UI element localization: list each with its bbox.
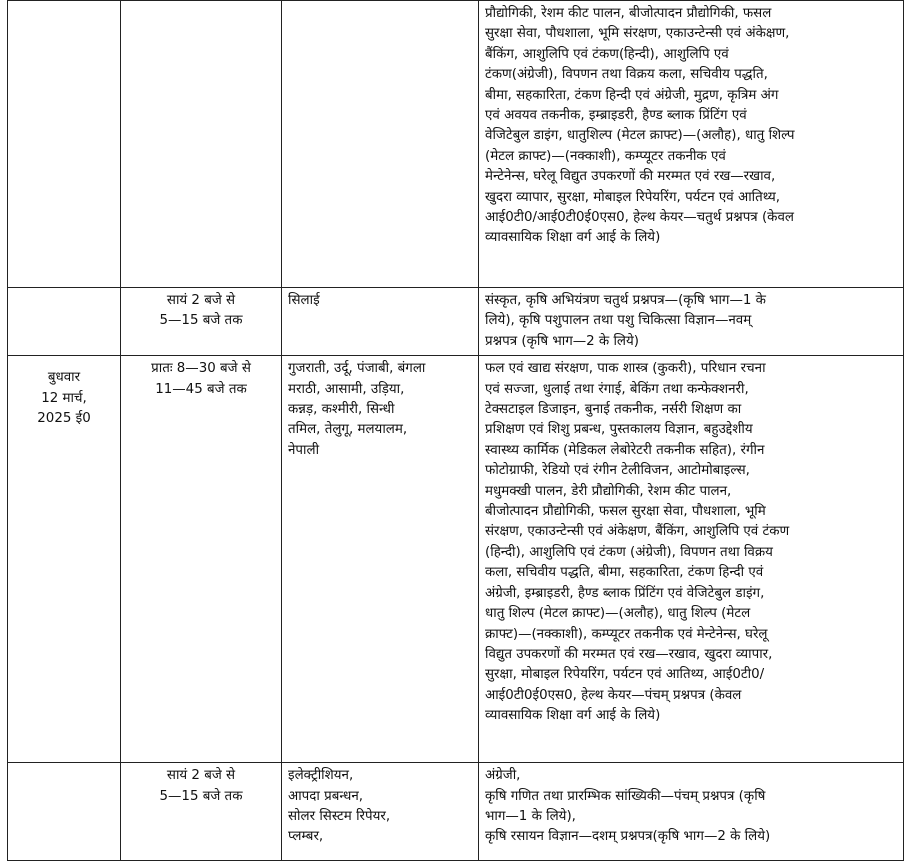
subject-detail-line: बीमा, सहकारिता, टंकण हिन्दी एवं अंग्रेजी, मुद्रण, कृत्रिम अंग bbox=[485, 87, 779, 103]
subject-detail-line: स्वास्थ्य कार्मिक (मेडिकल लेबोरेटरी तकनीक सहित), रंगीन bbox=[485, 442, 765, 458]
day-cell bbox=[8, 288, 121, 356]
day-line: 12 मार्च, bbox=[41, 390, 87, 406]
subject-detail-line: कृषि रसायन विज्ञान—दशम् प्रश्नपत्र(कृषि भाग—2 के लिये) bbox=[485, 829, 771, 845]
schedule-body bbox=[8, 1, 904, 861]
subject-detail-line: टंकण(अंग्रेजी), विपणन तथा विक्रय कला, सचिवीय पद्धति, bbox=[485, 67, 768, 83]
subject-detail-line: फोटोग्राफी, रेडियो एवं रंगीन टेलीविजन, आटोमोबाइल्स, bbox=[485, 463, 750, 479]
time-cell bbox=[121, 356, 282, 763]
subject-list-line: तमिल, तेलुगू, मलयालम, bbox=[288, 422, 408, 438]
subject-detail-line: एवं सज्जा, धुलाई तथा रंगाई, बेकिंग तथा कन्फेक्शनरी, bbox=[485, 381, 749, 397]
subject-detail-line: कला, सचिवीय पद्धति, बीमा, सहकारिता, टंकण हिन्दी एवं bbox=[485, 565, 764, 581]
subject-detail-line: प्रौद्योगिकी, रेशम कीट पालन, बीजोत्पादन प्रौद्योगिकी, फसल bbox=[485, 6, 772, 21]
subject-list-line: आपदा प्रबन्धन, bbox=[288, 788, 364, 804]
subject-detail-line: खुदरा व्यापार, सुरक्षा, मोबाइल रिपेयरिंग, पर्यटन एवं आतिथ्य, bbox=[485, 189, 780, 205]
time-line: 5—15 बजे तक bbox=[159, 788, 243, 804]
time-cell bbox=[121, 1, 282, 288]
subject-detail-line: भाग—1 के लिये), bbox=[485, 809, 576, 825]
subject-detail-line: एवं अवयव तकनीक, इम्ब्राइडरी, हैण्ड ब्लाक प्रिंटिंग एवं bbox=[485, 108, 747, 124]
subject-detail-line: वेजिटेबुल डाइंग, धातुशिल्प (मेटल क्राफ्ट)—(अलौह), धातु शिल्प bbox=[485, 128, 795, 144]
subject-list-cell bbox=[282, 763, 479, 861]
subject-detail-line: व्यावसायिक शिक्षा वर्ग आई के लिये) bbox=[485, 230, 661, 246]
schedule-row bbox=[8, 356, 904, 763]
schedule-row bbox=[8, 288, 904, 356]
subject-detail-line: टेक्सटाइल डिजाइन, बुनाई तकनीक, नर्सरी शिक्षण का bbox=[485, 402, 742, 418]
subject-detail-line: व्यावसायिक शिक्षा वर्ग आई के लिये) bbox=[485, 708, 661, 724]
schedule-row bbox=[8, 763, 904, 861]
subject-list-line: प्लम्बर, bbox=[288, 829, 324, 845]
subject-detail-line: धातु शिल्प (मेटल क्राफ्ट)—(अलौह), धातु शिल्प (मेटल bbox=[485, 606, 751, 622]
subject-detail-cell bbox=[479, 356, 904, 763]
subject-list-line: मराठी, आसामी, उड़िया, bbox=[288, 381, 405, 397]
time-cell bbox=[121, 288, 282, 356]
subject-detail-line: आई0टी0ई0एस0, हेल्थ केयर—पंचम् प्रश्नपत्र (केवल bbox=[485, 687, 742, 703]
day-cell bbox=[8, 356, 121, 763]
day-cell bbox=[8, 763, 121, 861]
subject-detail-line: सुरक्षा, मोबाइल रिपेयरिंग, पर्यटन एवं आतिथ्य, आई0टी0/ bbox=[485, 667, 765, 683]
subject-detail-line: फल एवं खाद्य संरक्षण, पाक शास्त्र (कुकरी), परिधान रचना bbox=[485, 361, 766, 377]
subject-list-line: नेपाली bbox=[288, 442, 320, 458]
time-line: प्रातः 8—30 बजे से bbox=[151, 361, 251, 377]
subject-detail-line: (हिन्दी), आशुलिपि एवं टंकण (अंग्रेजी), विपणन तथा विक्रय bbox=[485, 544, 773, 560]
subject-detail-line: विद्युत उपकरणों की मरम्मत एवं रख—रखाव, खुदरा व्यापार, bbox=[485, 646, 773, 662]
subject-detail-line: लिये), कृषि पशुपालन तथा पशु चिकित्सा विज्ञान—नवम् bbox=[485, 313, 752, 329]
day-line: बुधवार bbox=[47, 370, 81, 386]
subject-list-cell bbox=[282, 288, 479, 356]
subject-list-line: इलेक्ट्रीशियन, bbox=[288, 768, 354, 784]
time-cell bbox=[121, 763, 282, 861]
subject-detail-line: (मेटल क्राफ्ट)—(नक्काशी), कम्प्यूटर तकनीक एवं bbox=[485, 148, 726, 164]
subject-detail-line: प्रश्नपत्र (कृषि भाग—2 के लिये) bbox=[485, 333, 639, 349]
time-line: 5—15 बजे तक bbox=[159, 313, 243, 329]
subject-detail-line: सुरक्षा सेवा, पौधशाला, भूमि संरक्षण, एकाउन्टेन्सी एवं अंकेक्षण, bbox=[485, 26, 790, 42]
subject-detail-line: संरक्षण, एकाउन्टेन्सी एवं अंकेक्षण, बैंकिंग, आशुलिपि एवं टंकण bbox=[485, 524, 790, 540]
subject-detail-line: अंग्रेजी, इम्ब्राइडरी, हैण्ड ब्लाक प्रिंटिंग एवं वेजिटेबुल डाइंग, bbox=[485, 585, 765, 601]
schedule-row bbox=[8, 1, 904, 288]
subject-list-cell bbox=[282, 1, 479, 288]
subject-detail-line: संस्कृत, कृषि अभियंत्रण चतुर्थ प्रश्नपत्र—(कृषि भाग—1 के bbox=[485, 293, 766, 308]
subject-detail-cell bbox=[479, 763, 904, 861]
subject-detail-line: आई0टी0/आई0टी0ई0एस0, हेल्थ केयर—चतुर्थ प्रश्नपत्र (केवल bbox=[485, 210, 794, 226]
subject-list-line: सिलाई bbox=[288, 293, 320, 308]
subject-list-line: कन्नड़, कश्मीरी, सिन्धी bbox=[288, 402, 395, 418]
exam-schedule-table bbox=[7, 0, 904, 861]
subject-detail-line: प्रशिक्षण एवं शिशु प्रबन्ध, पुस्तकालय विज्ञान, बहुउद्देशीय bbox=[485, 422, 753, 438]
day-line: 2025 ई0 bbox=[37, 411, 91, 427]
day-cell bbox=[8, 1, 121, 288]
subject-detail-line: मधुमक्खी पालन, डेरी प्रौद्योगिकी, रेशम कीट पालन, bbox=[485, 483, 732, 499]
subject-list-line: गुजराती, उर्दू, पंजाबी, बंगला bbox=[288, 361, 426, 377]
subject-detail-line: बीजोत्पादन प्रौद्योगिकी, फसल सुरक्षा सेवा, पौधशाला, भूमि bbox=[485, 504, 766, 520]
subject-detail-cell bbox=[479, 1, 904, 288]
subject-detail-line: कृषि गणित तथा प्रारम्भिक सांख्यिकी—पंचम् प्रश्नपत्र (कृषि bbox=[485, 788, 766, 804]
subject-detail-line: मेन्टेनेन्स, घरेलू विद्युत उपकरणों की मरम्मत एवं रख—रखाव, bbox=[485, 169, 776, 185]
subject-detail-cell bbox=[479, 288, 904, 356]
subject-detail-line: क्राफ्ट)—(नक्काशी), कम्प्यूटर तकनीक एवं मेन्टेनेन्स, घरेलू bbox=[485, 626, 768, 642]
time-line: 11—45 बजे तक bbox=[155, 381, 247, 397]
subject-detail-line: अंग्रेजी, bbox=[485, 768, 521, 784]
subject-detail-line: बैंकिंग, आशुलिपि एवं टंकण(हिन्दी), आशुलिपि एवं bbox=[485, 46, 729, 62]
subject-list-cell bbox=[282, 356, 479, 763]
subject-list-line: सोलर सिस्टम रिपेयर, bbox=[288, 809, 391, 825]
time-line: सायं 2 बजे से bbox=[166, 768, 236, 784]
time-line: सायं 2 बजे से bbox=[166, 293, 236, 308]
